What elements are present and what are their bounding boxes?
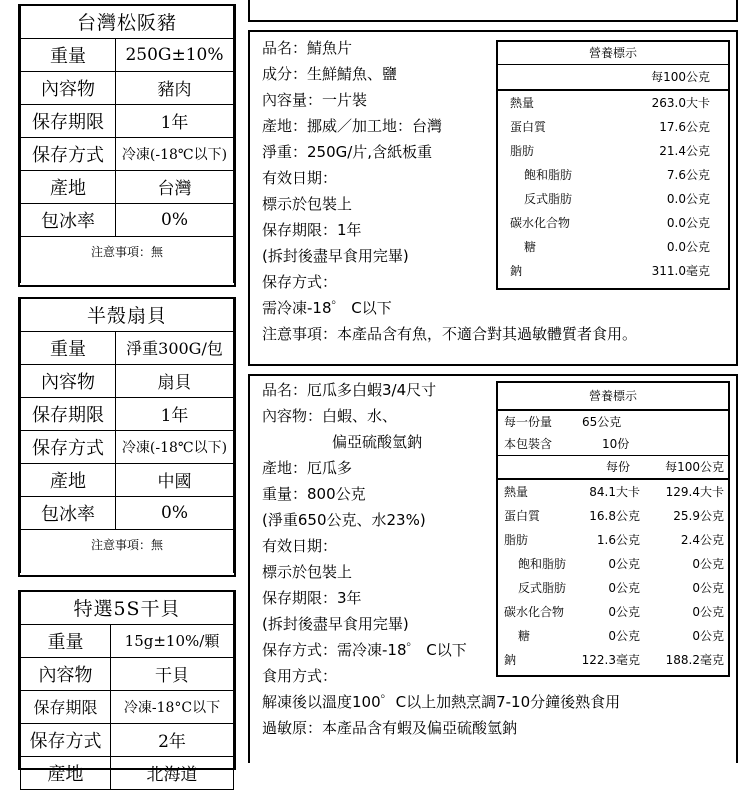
- info-line: 食用方式：: [262, 667, 338, 685]
- nutrient-name: 熱量: [510, 96, 535, 110]
- spec-value: 2年: [111, 723, 234, 756]
- nutrient-value: 0公克: [608, 629, 640, 643]
- pack-label: 本包裝含: [504, 437, 553, 451]
- spec-key: 內容物: [21, 364, 116, 397]
- nutrition-row: [498, 235, 728, 259]
- info-line: 保存方式：: [262, 273, 338, 291]
- nutrient-value: 0.0公克: [666, 192, 710, 206]
- nutrient-value: 0公克: [692, 581, 724, 595]
- info-line: 需冷凍-18゜ C以下: [262, 299, 392, 317]
- nutrient-name: 碳水化合物: [510, 216, 571, 230]
- info-line: 重量：800公克: [262, 485, 366, 503]
- info-line: (拆封後盡早食用完畢): [262, 615, 409, 633]
- nutrient-value: 188.2毫克: [665, 653, 724, 667]
- spec-value: 冷凍(-18℃以下): [116, 137, 234, 170]
- nutrient-value: 0.0公克: [666, 240, 710, 254]
- spec-title: 半殼扇貝: [21, 299, 234, 331]
- info-line: (淨重650公克、水23%): [262, 511, 426, 529]
- nutrient-value: 122.3毫克: [581, 653, 640, 667]
- info-line: 品名：鯖魚片: [262, 39, 353, 57]
- nutrient-value: 0公克: [608, 581, 640, 595]
- spec-title: 特選5S干貝: [21, 592, 234, 624]
- info-line: (拆封後盡早食用完畢): [262, 247, 409, 265]
- spec-table-scallop: [20, 299, 234, 573]
- nutrient-name: 反式脂肪: [524, 192, 573, 206]
- nutrient-value: 25.9公克: [673, 509, 724, 523]
- spec-key: 包冰率: [21, 203, 116, 236]
- nutrient-value: 0公克: [608, 557, 640, 571]
- info-line: 過敏原：本產品含有蝦及偏亞硫酸氫鈉: [262, 719, 518, 737]
- spec-key: 內容物: [21, 71, 116, 104]
- nutrient-value: 0公克: [692, 629, 724, 643]
- info-line: 保存期限：1年: [262, 221, 362, 239]
- nutrition-row: [498, 139, 728, 163]
- spec-title: 台灣松阪豬: [21, 6, 234, 38]
- nutrient-value: 0.0公克: [666, 216, 710, 230]
- nutrient-value: 7.6公克: [666, 168, 710, 182]
- spec-key: 產地: [21, 170, 116, 203]
- spec-value: 冷凍(-18℃以下): [116, 430, 234, 463]
- info-line: 保存方式：需冷凍-18゜ C以下: [262, 641, 467, 659]
- info-line: 有效日期：: [262, 537, 338, 555]
- spec-key: 保存期限: [21, 690, 111, 723]
- nutrient-name: 脂肪: [504, 533, 529, 547]
- spec-key: 內容物: [21, 657, 111, 690]
- nutrition-serving-row: [498, 411, 728, 433]
- nutrient-value: 311.0毫克: [651, 264, 710, 278]
- nutrition-table-shrimp: [496, 381, 730, 677]
- pack-value: 10份: [602, 437, 630, 451]
- nutrient-value: 0公克: [692, 605, 724, 619]
- spec-key: 保存方式: [21, 723, 111, 756]
- nutrition-row: [498, 91, 728, 115]
- spec-value: 250G±10%: [116, 38, 234, 71]
- spec-card-pork: [18, 4, 236, 287]
- spec-key: 重量: [21, 331, 116, 364]
- info-line: 內容物：白蝦、水、: [262, 407, 398, 425]
- spec-value: 北海道: [111, 756, 234, 789]
- nutrient-name: 飽和脂肪: [524, 168, 573, 182]
- spec-key: 保存方式: [21, 430, 116, 463]
- nutrient-name: 反式脂肪: [518, 581, 567, 595]
- info-line: 保存期限：3年: [262, 589, 362, 607]
- info-line: 產地：挪威／加工地：台灣: [262, 117, 443, 135]
- spec-key: 產地: [21, 756, 111, 789]
- info-line: 淨重：250G/片,含紙板重: [262, 143, 433, 161]
- nutrient-value: 21.4公克: [659, 144, 710, 158]
- info-line: 產地：厄瓜多: [262, 459, 353, 477]
- info-line: 有效日期：: [262, 169, 338, 187]
- spec-table-dried-scallop: [20, 592, 234, 790]
- spec-value: 15g±10%/顆: [111, 624, 234, 657]
- nutrient-name: 鈉: [510, 264, 523, 278]
- nutrition-header-row: [498, 455, 728, 480]
- spec-value: 扇貝: [116, 364, 234, 397]
- info-line: 標示於包裝上: [262, 563, 353, 581]
- nutrition-row: [498, 211, 728, 235]
- nutrition-row: [498, 115, 728, 139]
- nutrition-row: [498, 504, 728, 528]
- nutrient-name: 熱量: [504, 485, 529, 499]
- nutrient-name: 碳水化合物: [504, 605, 565, 619]
- nutrition-row: [498, 552, 728, 576]
- spec-value: 淨重300G/包: [116, 331, 234, 364]
- spec-key: 保存方式: [21, 137, 116, 170]
- nutrient-value: 84.1大卡: [589, 485, 640, 499]
- info-line: 成分：生鮮鯖魚、鹽: [262, 65, 398, 83]
- nutrition-row: [498, 576, 728, 600]
- nutrition-header-row: [498, 65, 728, 91]
- nutrition-row: [498, 480, 728, 504]
- nutrient-value: 263.0大卡: [651, 96, 710, 110]
- spec-key: 重量: [21, 38, 116, 71]
- info-line: 標示於包裝上: [262, 195, 353, 213]
- info-line: 解凍後以溫度100゜C以上加熱烹調7-10分鐘後熟食用: [262, 693, 621, 711]
- spec-key: 包冰率: [21, 496, 116, 529]
- spec-key: 重量: [21, 624, 111, 657]
- nutrient-name: 鈉: [504, 653, 517, 667]
- info-line: 品名：厄瓜多白蝦3/4尺寸: [262, 381, 437, 399]
- nutrition-row: [498, 187, 728, 211]
- nutrient-value: 1.6公克: [596, 533, 640, 547]
- spec-value: 豬肉: [116, 71, 234, 104]
- spec-key: 產地: [21, 463, 116, 496]
- nutrition-title: 營養標示: [498, 383, 728, 411]
- spec-key: 保存期限: [21, 104, 116, 137]
- spec-value: 台灣: [116, 170, 234, 203]
- serving-label: 每一份量: [504, 415, 553, 429]
- nutrient-value: 0公克: [692, 557, 724, 571]
- spec-value: 1年: [116, 104, 234, 137]
- spec-value: 0%: [116, 496, 234, 529]
- nutrient-name: 蛋白質: [504, 509, 541, 523]
- nutrition-row: [498, 600, 728, 624]
- spec-value: 中國: [116, 463, 234, 496]
- nutrient-value: 17.6公克: [659, 120, 710, 134]
- info-line: 內容量：一片裝: [262, 91, 368, 109]
- spec-card-dried-scallop: [18, 590, 236, 785]
- col-per-100g: 每100公克: [665, 460, 724, 474]
- col-per-serving: 每份: [606, 460, 631, 474]
- nutrient-name: 糖: [524, 240, 537, 254]
- nutrition-title: 營養標示: [498, 42, 728, 65]
- nutrition-row: [498, 163, 728, 187]
- nutrient-name: 飽和脂肪: [518, 557, 567, 571]
- serving-value: 65公克: [582, 415, 622, 429]
- spec-value: 干貝: [111, 657, 234, 690]
- nutrition-row: [498, 528, 728, 552]
- nutrient-name: 脂肪: [510, 144, 535, 158]
- nutrient-value: 16.8公克: [589, 509, 640, 523]
- spec-key: 保存期限: [21, 397, 116, 430]
- nutrient-value: 0公克: [608, 605, 640, 619]
- nutrition-row: [498, 624, 728, 648]
- spec-table-pork: [20, 6, 234, 283]
- spec-value: 0%: [116, 203, 234, 236]
- nutrient-value: 2.4公克: [680, 533, 724, 547]
- nutrient-name: 蛋白質: [510, 120, 547, 134]
- nutrition-row: [498, 648, 728, 672]
- spec-card-scallop: [18, 297, 236, 577]
- nutrient-value: 129.4大卡: [665, 485, 724, 499]
- spec-value: 冷凍-18°C以下: [111, 690, 234, 723]
- info-line: 偏亞硫酸氫鈉: [332, 433, 423, 451]
- nutrient-name: 糖: [518, 629, 531, 643]
- top-partial-box: [248, 0, 738, 22]
- nutrition-row: [498, 259, 728, 283]
- spec-note: 注意事項：無: [21, 529, 234, 573]
- spec-note: 注意事項：無: [21, 236, 234, 283]
- nutrition-pack-row: [498, 433, 728, 455]
- info-line: 注意事項：本產品含有魚，不適合對其過敏體質者食用。: [262, 325, 638, 343]
- nutrition-per: 每100公克: [651, 70, 710, 84]
- spec-value: 1年: [116, 397, 234, 430]
- nutrition-table-mackerel: [496, 40, 730, 290]
